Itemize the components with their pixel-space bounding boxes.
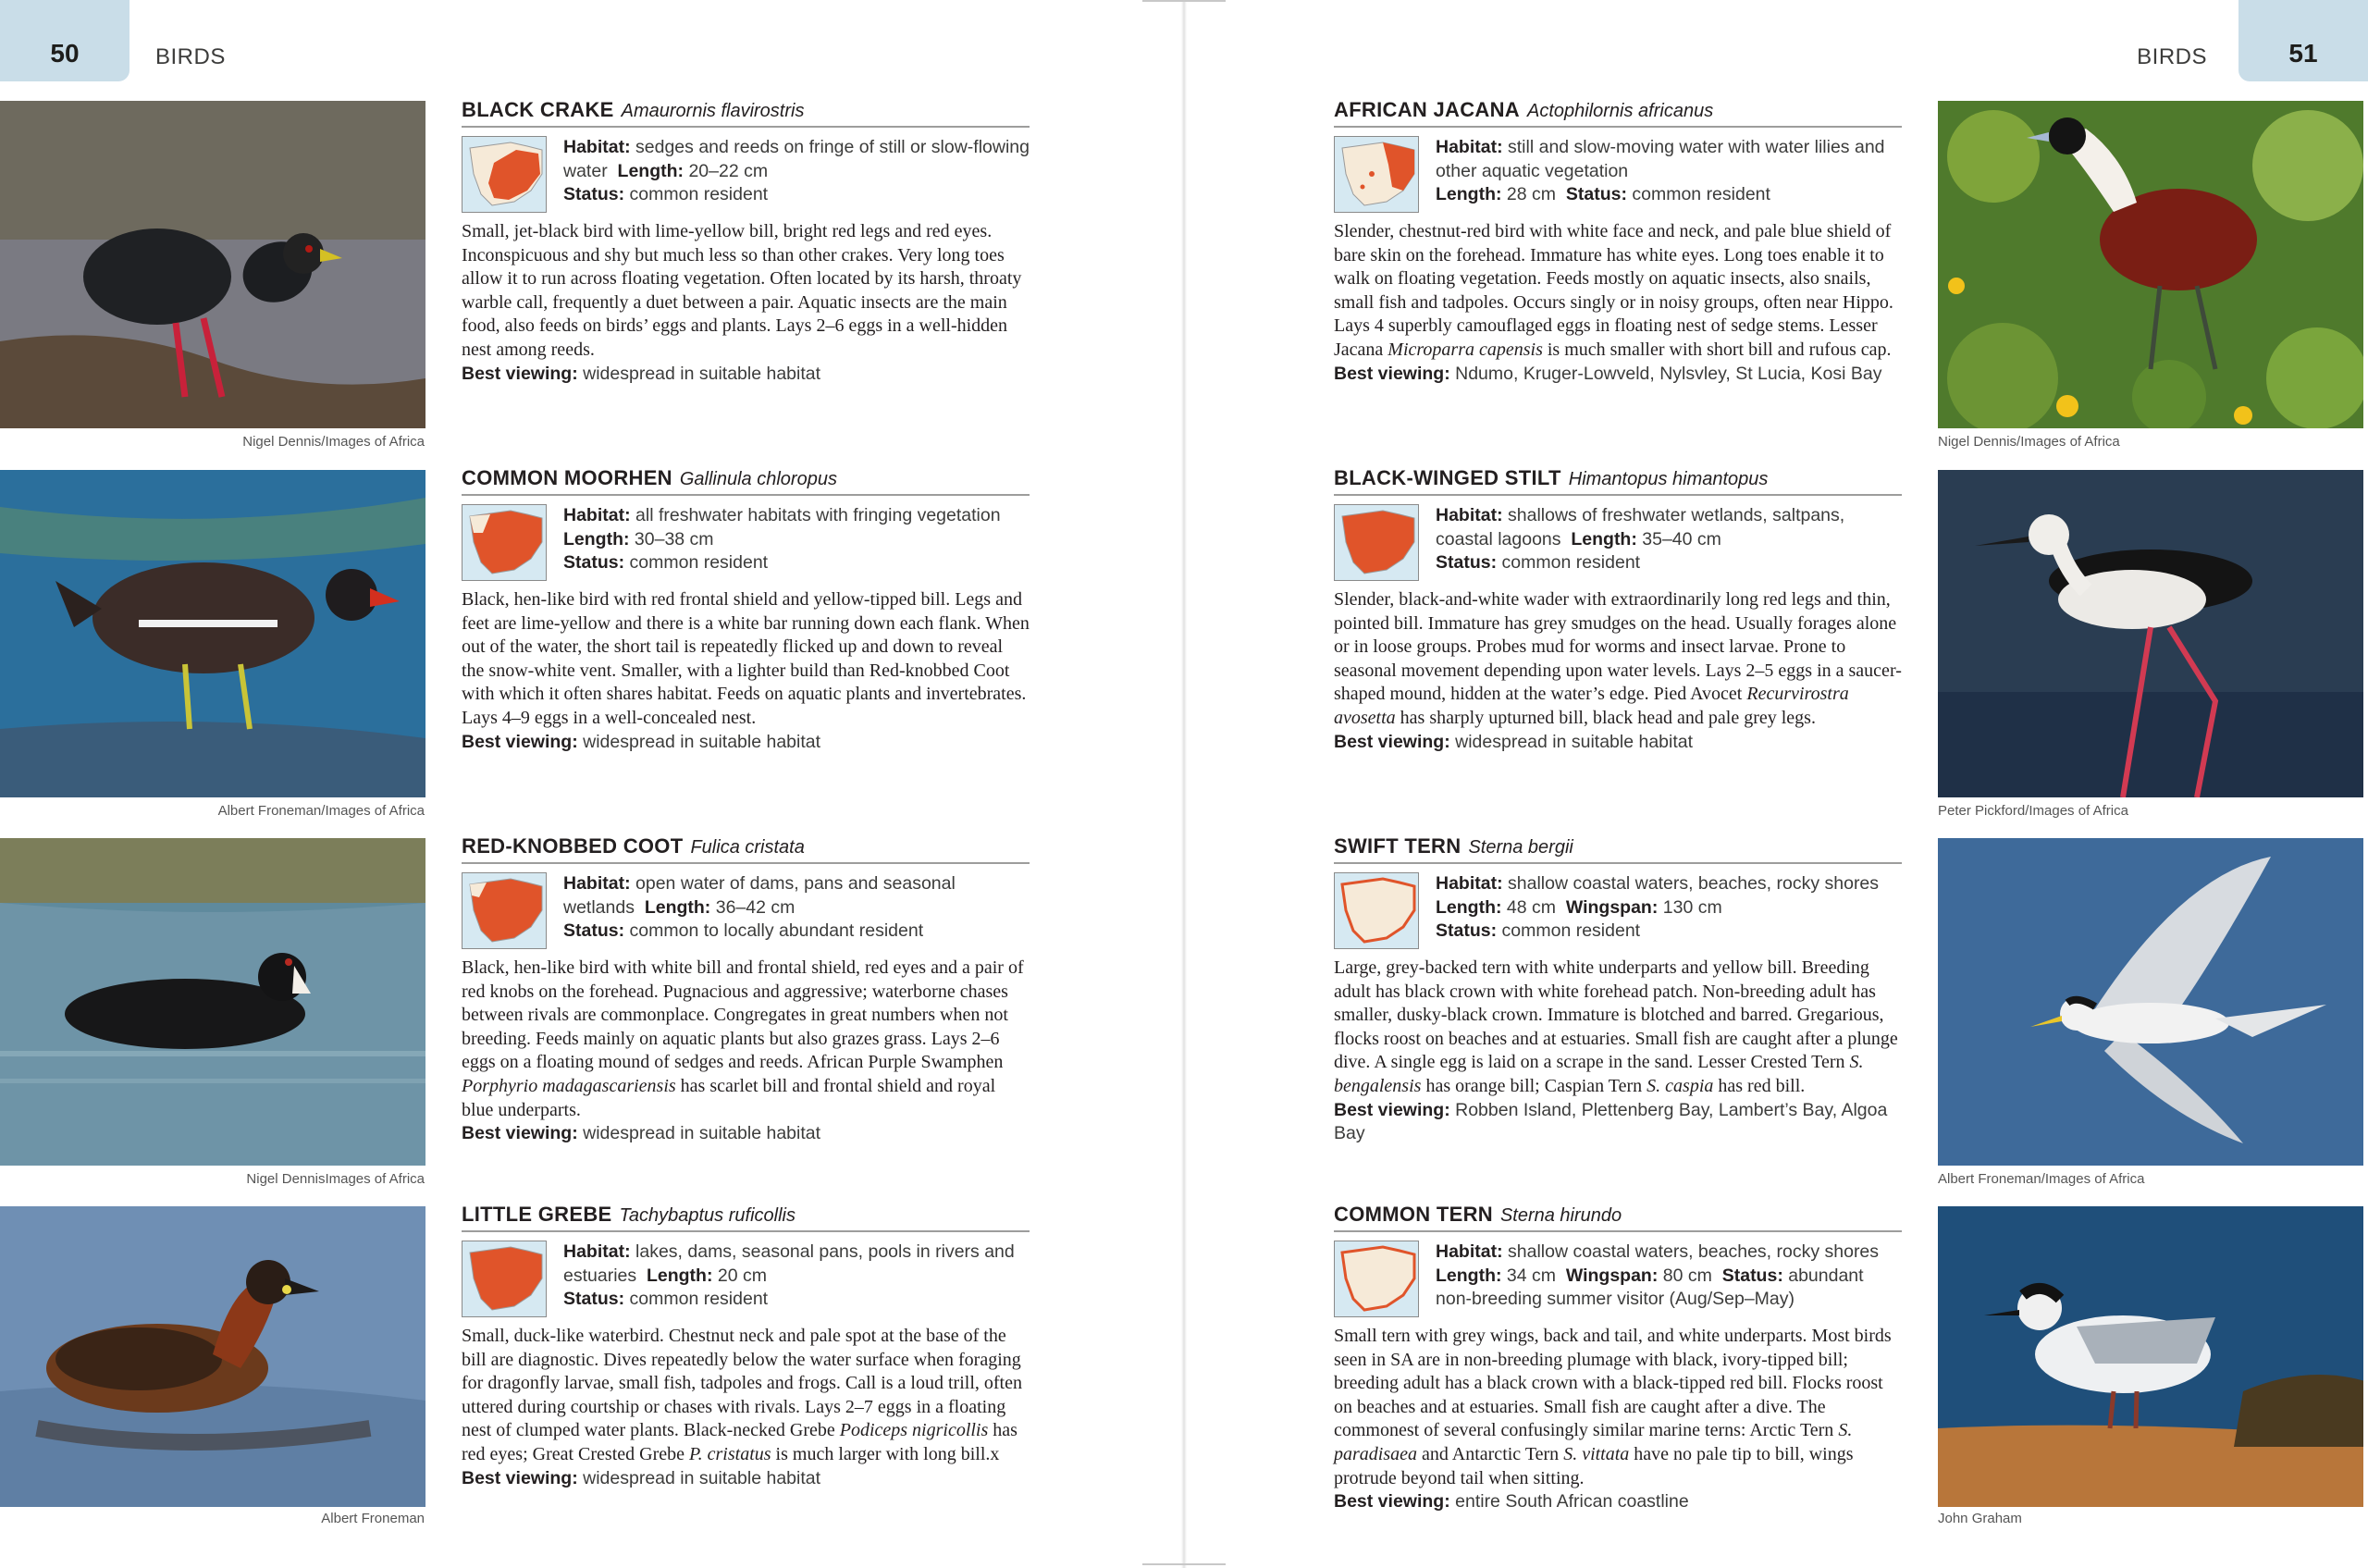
length-text: 35–40 cm [1642,528,1721,549]
status-text: common resident [1501,920,1641,941]
photo-credit: Albert Froneman/Images of Africa [217,803,425,819]
common-name: AFRICAN JACANA [1334,98,1520,121]
red-knobbed-coot-photo [0,838,426,1166]
species-entry: COMMON MOORHEN Gallinula chloropus Habitat: all freshwater habitats with fringing vegetation Length: 30–38 cm Status: common resident Black, hen-like bird with red frontal shield and yellow-tipped bill. Legs and feet are lime-yellow and there is a white bar running down each flank. When out of the water, the short tail is repeatedly flicked up and down to reveal the snow-white vent. Smaller, with a lighter build than Red-knobbed Coot with which it often shares habitat. Feeds on aquatic plants and invertebrates. Lays 4–9 eggs in a well-concealed nest. Best viewing: widespread in suitable habitat [462,464,1030,754]
length-text: 30–38 cm [634,528,714,549]
length-text: 28 cm [1506,184,1557,204]
black-winged-stilt-photo [1938,470,2363,797]
status-text: common resident [629,552,769,573]
species-heading [1334,464,1902,496]
best-viewing: Best viewing: Robben Island, Plettenberg Bay, Lambert’s Bay, Algoa Bay [1334,1099,1888,1144]
scientific-name: Himantopus himantopus [1568,469,1769,489]
best-viewing: Best viewing: entire South African coastline [1334,1491,1689,1512]
status-text: common resident [1501,552,1641,573]
right-page [1184,0,2368,1568]
distribution-map-icon [462,1241,547,1317]
scientific-name: Amaurornis flavirostris [621,101,805,121]
species-description: Small, jet-black bird with lime-yellow bill, bright red legs and red eyes. Inconspicuous and shy but much less so than other crakes. Very long toes allow it to run across floating vegetation. Often located by its harsh, throaty warble call, frequently a duet between a pair. Aquatic insects are the main food, also feeds on birds’ eggs and plants. Lays 2–6 eggs in a well-hidden nest among reeds. [462,221,1022,360]
species-heading [462,833,1030,864]
best-viewing: Best viewing: Ndumo, Kruger-Lowveld, Nylsvley, St Lucia, Kosi Bay [1334,363,1882,384]
photo-credit: John Graham [1938,1511,2022,1526]
species-heading [462,96,1030,128]
common-name: COMMON MOORHEN [462,466,672,489]
status-text: abundant non-breeding summer visitor (Aug/Sep–May) [1436,1265,1864,1309]
length-text: 20–22 cm [688,160,769,181]
distribution-map-icon [1334,136,1419,213]
best-viewing: Best viewing: widespread in suitable habitat [462,363,821,384]
species-entry: RED-KNOBBED COOT Fulica cristata Habitat: open water of dams, pans and seasonal wetlands Length: 36–42 cm Status: common to locally abundant resident Black, hen-like bird with white bill and frontal shield, red eyes and a pair of red knobs on the forehead. Pugnacious and aggressive; waterborne chases between rivals are commonplace. Congregates in great numbers when not breeding. Feeds mainly on aquatic plants but also grazes grass. Lays 2–6 eggs on a floating mound of sedges and reeds. African Purple Swamphen Porphyrio madagascariensis has scarlet bill and frontal shield and royal blue underparts. Best viewing: widespread in suitable habitat [462,833,1030,1146]
species-entry: COMMON TERN Sterna hirundo Habitat: shallow coastal waters, beaches, rocky shores Length: 34 cm Wingspan: 80 cm Status: abundant non-breeding summer visitor (Aug/Sep–May) Small tern with grey wings, back and tail, and white underparts. Most birds seen in SA are in non-breeding plumage with black, ivory-tipped bill; breeding adult has a black crown with a black-tipped red bill. Flocks roost on beaches and at estuaries. Small fish are caught after a dive. The commonest of several confusingly similar marine terns: Arctic Tern S. paradisaea and Antarctic Tern S. vittata have no pale tip to bill, wings protrude beyond tail when sitting. Best viewing: entire South African coastline [1334,1201,1902,1514]
species-heading [1334,833,1902,864]
best-viewing: Best viewing: widespread in suitable habitat [1334,731,1694,752]
african-jacana-photo [1938,101,2363,428]
distribution-map-icon [462,872,547,949]
black-crake-photo [0,101,426,428]
common-moorhen-photo [0,470,426,797]
species-entry: BLACK-WINGED STILT Himantopus himantopus Habitat: shallows of freshwater wetlands, saltpans, coastal lagoons Length: 35–40 cm Status: common resident Slender, black-and-white wader with extraordinarily long red legs and thin, pointed bill. Immature has grey smudges on the head. Usually forages alone or in loose groups. Probes mud for worms and insect larvae. Prone to seasonal movement depending upon water levels. Lays 2–5 eggs in a saucer-shaped mound, hidden at the water’s edge. Pied Avocet Recurvirostra avosetta has sharply upturned bill, black head and pale grey legs. Best viewing: widespread in suitable habitat [1334,464,1902,754]
photo-credit: Albert Froneman/Images of Africa [1938,1171,2145,1187]
photo-credit: Nigel Dennis/Images of Africa [1938,434,2120,450]
photo-credit: Albert Froneman [321,1511,425,1526]
species-heading [462,464,1030,496]
species-entry: AFRICAN JACANA Actophilornis africanus Habitat: still and slow-moving water with water lilies and other aquatic vegetation Length: 28 cm Status: common resident Slender, chestnut-red bird with white face and neck, and pale blue shield of bare skin on the forehead. Immature has white eyes. Long toes enable it to walk on floating vegetation. Feeds mostly on aquatic insects, also snails, small fish and tadpoles. Occurs singly or in noisy groups, often near Hippo. Lays 4 superbly camouflaged eggs in floating nest of sedge stems. Lesser Jacana Microparra capensis is much smaller with short bill and rufous cap. Best viewing: Ndumo, Kruger-Lowveld, Nylsvley, St Lucia, Kosi Bay [1334,96,1902,386]
habitat-text: shallows of freshwater wetlands, saltpans, coastal lagoons [1436,505,1845,549]
scientific-name: Gallinula chloropus [679,469,837,489]
wingspan-text: 130 cm [1662,896,1722,918]
species-description: Black, hen-like bird with white bill and frontal shield, red eyes and a pair of red knobs on the forehead. Pugnacious and aggressive; waterborne chases between rivals are commonplace. Congregates in great numbers when not breeding. Feeds mainly on aquatic plants but also grazes grass. Lays 2–6 eggs on a floating mound of sedges and reeds. African Purple Swamphen Porphyrio madagascariensis has scarlet bill and frontal shield and royal blue underparts. [462,957,1024,1120]
species-description: Black, hen-like bird with red frontal shield and yellow-tipped bill. Legs and feet are lime-yellow and there is a white bar running down each flank. When out of the water, the short tail is repeatedly flicked up and down to reveal the snow-white vent. Smaller, with a lighter build than Red-knobbed Coot with which it often shares habitat. Feeds on aquatic plants and invertebrates. Lays 4–9 eggs in a well-concealed nest. [462,589,1030,728]
swift-tern-photo [1938,838,2363,1166]
length-text: 34 cm [1506,1265,1557,1286]
species-entry: BLACK CRAKE Amaurornis flavirostris Habitat: sedges and reeds on fringe of still or slow-flowing water Length: 20–22 cm Status: common resident Small, jet-black bird with lime-yellow bill, bright red legs and red eyes. Inconspicuous and shy but much less so than other crakes. Very long toes allow it to run across floating vegetation. Often located by its harsh, throaty warble call, frequently a duet between a pair. Aquatic insects are the main food, also feeds on birds’ eggs and plants. Lays 2–6 eggs in a well-hidden nest among reeds. Best viewing: widespread in suitable habitat [462,96,1030,386]
common-name: BLACK CRAKE [462,98,614,121]
distribution-map-icon [462,136,547,213]
length-text: 20 cm [717,1265,767,1286]
status-text: common resident [629,184,769,204]
habitat-text: all freshwater habitats with fringing vegetation [635,505,1001,525]
photo-credit: Nigel DennisImages of Africa [246,1171,425,1187]
best-viewing: Best viewing: widespread in suitable habitat [462,1123,821,1144]
running-head: BIRDS [2137,44,2207,69]
best-viewing: Best viewing: widespread in suitable habitat [462,1467,821,1488]
status-text: common resident [629,1289,769,1309]
common-name: SWIFT TERN [1334,834,1462,858]
wingspan-text: 80 cm [1662,1265,1712,1286]
scientific-name: Sterna bergii [1468,837,1573,858]
habitat-text: sedges and reeds on fringe of still or slow-flowing water [563,137,1030,181]
species-description: Slender, black-and-white wader with extraordinarily long red legs and thin, pointed bill. Immature has grey smudges on the head. Usually forages alone or in loose groups. Probes mud for worms and insect larvae. Prone to seasonal movement depending upon water levels. Lays 2–5 eggs in a saucer-shaped mound, hidden at the water’s edge. Pied Avocet Recurvirostra avosetta has sharply upturned bill, black head and pale grey legs. [1334,589,1902,728]
species-heading [1334,96,1902,128]
habitat-text: lakes, dams, seasonal pans, pools in rivers and estuaries [563,1241,1015,1286]
photo-credit: Nigel Dennis/Images of Africa [242,434,425,450]
common-name: RED-KNOBBED COOT [462,834,684,858]
species-description: Slender, chestnut-red bird with white face and neck, and pale blue shield of bare skin on the forehead. Immature has white eyes. Long toes enable it to walk on floating vegetation. Feeds mostly on aquatic insects, also snails, small fish and tadpoles. Occurs singly or in noisy groups, often near Hippo. Lays 4 superbly camouflaged eggs in floating nest of sedge stems. Lesser Jacana Microparra capensis is much smaller with short bill and rufous cap. [1334,221,1893,360]
species-description: Small, duck-like waterbird. Chestnut neck and pale spot at the base of the bill are diagnostic. Dives repeatedly below the water surface when foraging for dragonfly larvae, small fish, tadpoles and frogs. Call is a loud trill, often uttered during courtship or chases with rivals. Lays 2–7 eggs in a floating nest of clumped water plants. Black-necked Grebe Podiceps nigricollis has red eyes; Great Crested Grebe P. cristatus is much larger with long bill.x [462,1326,1022,1464]
species-description: Large, grey-backed tern with white underparts and yellow bill. Breeding adult has black crown with white forehead patch. Non-breeding adult has smaller, dusky-black crown. Immature is blotched and barred. Gregarious, flocks roost on beaches and at estuaries. Small fish are caught after a plunge dive. A single egg is laid on a scrape in the sand. Lesser Crested Tern S. bengalensis has orange bill; Caspian Tern S. caspia has red bill. [1334,957,1898,1096]
species-description: Small tern with grey wings, back and tail, and white underparts. Most birds seen in SA are in non-breeding plumage with black, ivory-tipped bill; breeding adult has a black crown with a black-tipped red bill. Flocks roost on beaches and at estuaries. Small fish are caught after a dive. The commonest of several confusingly similar marine terns: Arctic Tern S. paradisaea and Antarctic Tern S. vittata have no pale tip to bill, wings protrude beyond tail when sitting. [1334,1326,1892,1488]
species-heading [462,1201,1030,1232]
status-text: common to locally abundant resident [629,920,924,941]
scientific-name: Sterna hirundo [1499,1205,1622,1226]
page-number: 50 [0,0,130,81]
species-entry: SWIFT TERN Sterna bergii Habitat: shallow coastal waters, beaches, rocky shores Length: 48 cm Wingspan: 130 cm Status: common resident Large, grey-backed tern with white underparts and yellow bill. Breeding adult has black crown with white forehead patch. Non-breeding adult has smaller, dusky-black crown. Immature is blotched and barred. Gregarious, flocks roost on beaches and at estuaries. Small fish are caught after a plunge dive. A single egg is laid on a scrape in the sand. Lesser Crested Tern S. bengalensis has orange bill; Caspian Tern S. caspia has red bill. Best viewing: Robben Island, Plettenberg Bay, Lambert’s Bay, Algoa Bay [1334,833,1902,1146]
habitat-text: open water of dams, pans and seasonal wetlands [563,873,956,918]
running-head: BIRDS [155,44,226,69]
distribution-map-icon [1334,1241,1419,1317]
habitat-text: shallow coastal waters, beaches, rocky shores [1508,1241,1880,1262]
status-text: common resident [1632,184,1770,204]
page-number: 51 [2238,0,2368,81]
length-text: 36–42 cm [715,896,796,918]
species-entry: LITTLE GREBE Tachybaptus ruficollis Habitat: lakes, dams, seasonal pans, pools in rivers and estuaries Length: 20 cm Status: common resident Small, duck-like waterbird. Chestnut neck and pale spot at the base of the bill are diagnostic. Dives repeatedly below the water surface when foraging for dragonfly larvae, small fish, tadpoles and frogs. Call is a loud trill, often uttered during courtship or chases with rivals. Lays 2–7 eggs in a floating nest of clumped water plants. Black-necked Grebe Podiceps nigricollis has red eyes; Great Crested Grebe P. cristatus is much larger with long bill.x Best viewing: widespread in suitable habitat [462,1201,1030,1490]
length-text: 48 cm [1506,896,1557,918]
distribution-map-icon [462,504,547,581]
scientific-name: Tachybaptus ruficollis [619,1205,796,1226]
best-viewing: Best viewing: widespread in suitable habitat [462,731,821,752]
common-name: BLACK-WINGED STILT [1334,466,1561,489]
little-grebe-photo [0,1206,426,1534]
photo-credit: Peter Pickford/Images of Africa [1938,803,2128,819]
scientific-name: Actophilornis africanus [1526,101,1714,121]
habitat-text: shallow coastal waters, beaches, rocky shores [1508,873,1880,894]
habitat-text: still and slow-moving water with water lilies and other aquatic vegetation [1436,137,1885,181]
distribution-map-icon [1334,872,1419,949]
common-tern-photo [1938,1206,2363,1534]
common-name: LITTLE GREBE [462,1203,612,1226]
scientific-name: Fulica cristata [690,837,805,858]
distribution-map-icon [1334,504,1419,581]
common-name: COMMON TERN [1334,1203,1493,1226]
species-heading [1334,1201,1902,1232]
